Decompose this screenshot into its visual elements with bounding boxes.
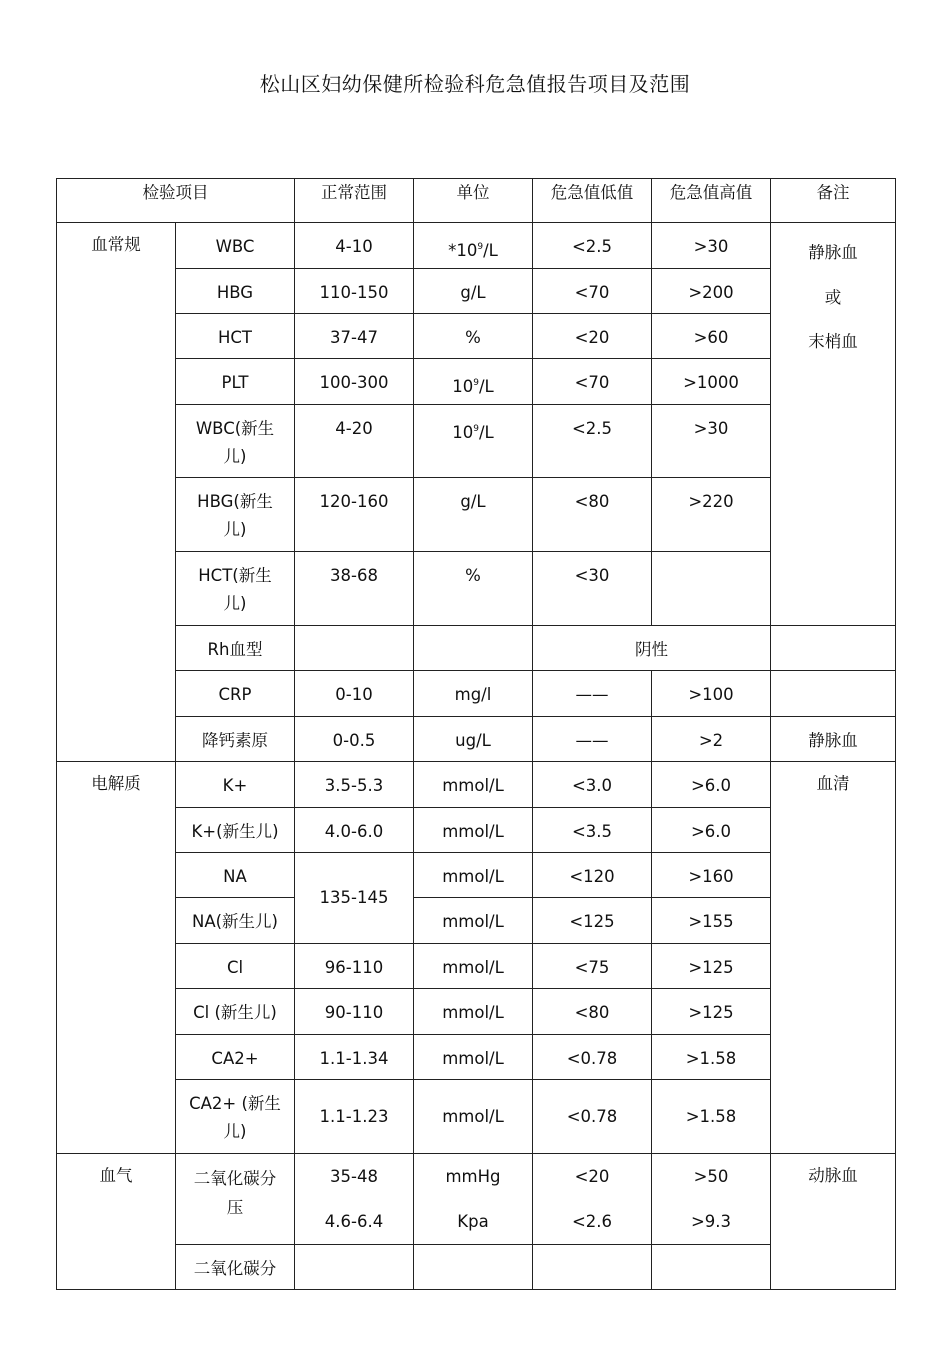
critical-low: <20 <box>533 314 652 359</box>
critical-high: >200 <box>652 269 771 314</box>
page-title: 松山区妇幼保健所检验科危急值报告项目及范围 <box>259 72 691 96</box>
normal-range <box>295 1245 414 1290</box>
table-row <box>57 478 896 552</box>
critical-low: —— <box>533 671 652 717</box>
table-row <box>57 223 896 269</box>
unit: mmol/L <box>414 853 533 898</box>
unit: mmHg Kpa <box>414 1154 533 1245</box>
critical-low: <70 <box>533 269 652 314</box>
critical-low: <0.78 <box>533 1080 652 1154</box>
remark <box>771 626 896 671</box>
critical-low: <75 <box>533 944 652 989</box>
critical-high: >6.0 <box>652 762 771 808</box>
unit: mg/l <box>414 671 533 717</box>
critical-value-table <box>56 178 896 1290</box>
critical-high: >125 <box>652 989 771 1035</box>
critical-high: >60 <box>652 314 771 359</box>
item-name: HCT <box>176 314 295 359</box>
critical-high: >1.58 <box>652 1035 771 1080</box>
unit: mmol/L <box>414 989 533 1035</box>
item-name: 二氧化碳分 压 <box>176 1154 295 1245</box>
unit: mmol/L <box>414 1035 533 1080</box>
critical-high <box>652 1245 771 1290</box>
item-name: CA2+ <box>176 1035 295 1080</box>
remark: 静脉血 <box>771 717 896 762</box>
header-high: 危急值高值 <box>652 179 771 223</box>
normal-range: 37-47 <box>295 314 414 359</box>
table-row <box>57 1080 896 1154</box>
critical-high <box>652 552 771 626</box>
critical-high: >30 <box>652 405 771 478</box>
header-unit: 单位 <box>414 179 533 223</box>
table-row <box>57 1245 896 1290</box>
critical-low: <3.0 <box>533 762 652 808</box>
item-name: HBG <box>176 269 295 314</box>
item-name: K+(新生儿) <box>176 808 295 853</box>
table-row <box>57 762 896 808</box>
unit: ug/L <box>414 717 533 762</box>
item-name: K+ <box>176 762 295 808</box>
item-name: HCT(新生 儿) <box>176 552 295 626</box>
header-remark: 备注 <box>771 179 896 223</box>
normal-range <box>295 626 414 671</box>
critical-high: >155 <box>652 898 771 944</box>
table-row <box>57 269 896 314</box>
table-row <box>57 989 896 1035</box>
table-row <box>57 944 896 989</box>
critical-low: <2.5 <box>533 405 652 478</box>
normal-range: 90-110 <box>295 989 414 1035</box>
unit: $10^9/L$ <box>414 405 533 478</box>
table-row <box>57 626 896 671</box>
normal-range: 100-300 <box>295 359 414 405</box>
unit: g/L <box>414 478 533 552</box>
remark <box>771 671 896 717</box>
critical-high: >125 <box>652 944 771 989</box>
item-name: WBC(新生 儿) <box>176 405 295 478</box>
item-name: 降钙素原 <box>176 717 295 762</box>
item-name: PLT <box>176 359 295 405</box>
header-item: 检验项目 <box>57 179 295 223</box>
unit <box>414 1245 533 1290</box>
normal-range: 4.0-6.0 <box>295 808 414 853</box>
remark-serum: 血清 <box>771 762 896 1154</box>
unit: $10^9/L$ <box>414 359 533 405</box>
normal-range: 4-20 <box>295 405 414 478</box>
critical-low: <80 <box>533 478 652 552</box>
table-row <box>57 552 896 626</box>
critical-low: <30 <box>533 552 652 626</box>
critical-high: >160 <box>652 853 771 898</box>
critical-low: <20 <2.6 <box>533 1154 652 1245</box>
item-name: Cl (新生儿) <box>176 989 295 1035</box>
header-low: 危急值低值 <box>533 179 652 223</box>
critical-high: >6.0 <box>652 808 771 853</box>
item-name: Rh血型 <box>176 626 295 671</box>
normal-range: 110-150 <box>295 269 414 314</box>
critical-low: <0.78 <box>533 1035 652 1080</box>
unit: mmol/L <box>414 1080 533 1154</box>
unit: % <box>414 314 533 359</box>
table-row <box>57 671 896 717</box>
table-row <box>57 898 896 944</box>
normal-range: 120-160 <box>295 478 414 552</box>
group-blood-gas: 血气 <box>57 1154 176 1290</box>
item-name: NA(新生儿) <box>176 898 295 944</box>
table-row <box>57 717 896 762</box>
item-name: WBC <box>176 223 295 269</box>
normal-range: 1.1-1.23 <box>295 1080 414 1154</box>
critical-low: <125 <box>533 898 652 944</box>
normal-range: 3.5-5.3 <box>295 762 414 808</box>
critical-low: <80 <box>533 989 652 1035</box>
unit: % <box>414 552 533 626</box>
table-row <box>57 359 896 405</box>
unit <box>414 626 533 671</box>
normal-range: 4-10 <box>295 223 414 269</box>
unit: mmol/L <box>414 944 533 989</box>
critical-low <box>533 1245 652 1290</box>
remark-arterial: 动脉血 <box>771 1154 896 1290</box>
item-name: HBG(新生 儿) <box>176 478 295 552</box>
critical-high: >220 <box>652 478 771 552</box>
critical-low: <3.5 <box>533 808 652 853</box>
normal-range: 38-68 <box>295 552 414 626</box>
item-name: CA2+ (新生 儿) <box>176 1080 295 1154</box>
critical-low: <2.5 <box>533 223 652 269</box>
group-electrolyte: 电解质 <box>57 762 176 1154</box>
critical-low: <120 <box>533 853 652 898</box>
normal-range: 0-10 <box>295 671 414 717</box>
group-blood-routine: 血常规 <box>57 223 176 762</box>
item-name: Cl <box>176 944 295 989</box>
critical-high: >2 <box>652 717 771 762</box>
item-name: 二氧化碳分 <box>176 1245 295 1290</box>
critical-high: >100 <box>652 671 771 717</box>
normal-range: 1.1-1.34 <box>295 1035 414 1080</box>
normal-range: 0-0.5 <box>295 717 414 762</box>
table-row <box>57 1035 896 1080</box>
critical-high: >1.58 <box>652 1080 771 1154</box>
unit: mmol/L <box>414 898 533 944</box>
table-header-row <box>57 179 896 223</box>
critical-high: >30 <box>652 223 771 269</box>
normal-range: 96-110 <box>295 944 414 989</box>
table-row <box>57 405 896 478</box>
critical-merged: 阴性 <box>533 626 771 671</box>
normal-range: 35-48 4.6-6.4 <box>295 1154 414 1245</box>
unit: mmol/L <box>414 762 533 808</box>
unit: mmol/L <box>414 808 533 853</box>
normal-range: 135-145 <box>295 853 414 944</box>
item-name: NA <box>176 853 295 898</box>
table-row <box>57 808 896 853</box>
critical-low: <70 <box>533 359 652 405</box>
unit: g/L <box>414 269 533 314</box>
item-name: CRP <box>176 671 295 717</box>
critical-low: —— <box>533 717 652 762</box>
remark-venous-or-capillary: 静脉血 或 末梢血 <box>771 223 896 626</box>
header-normal: 正常范围 <box>295 179 414 223</box>
table-row <box>57 1154 896 1245</box>
critical-high: >50 >9.3 <box>652 1154 771 1245</box>
table-row <box>57 853 896 898</box>
critical-high: >1000 <box>652 359 771 405</box>
unit: $*10^9/L$ <box>414 223 533 269</box>
table-row <box>57 314 896 359</box>
